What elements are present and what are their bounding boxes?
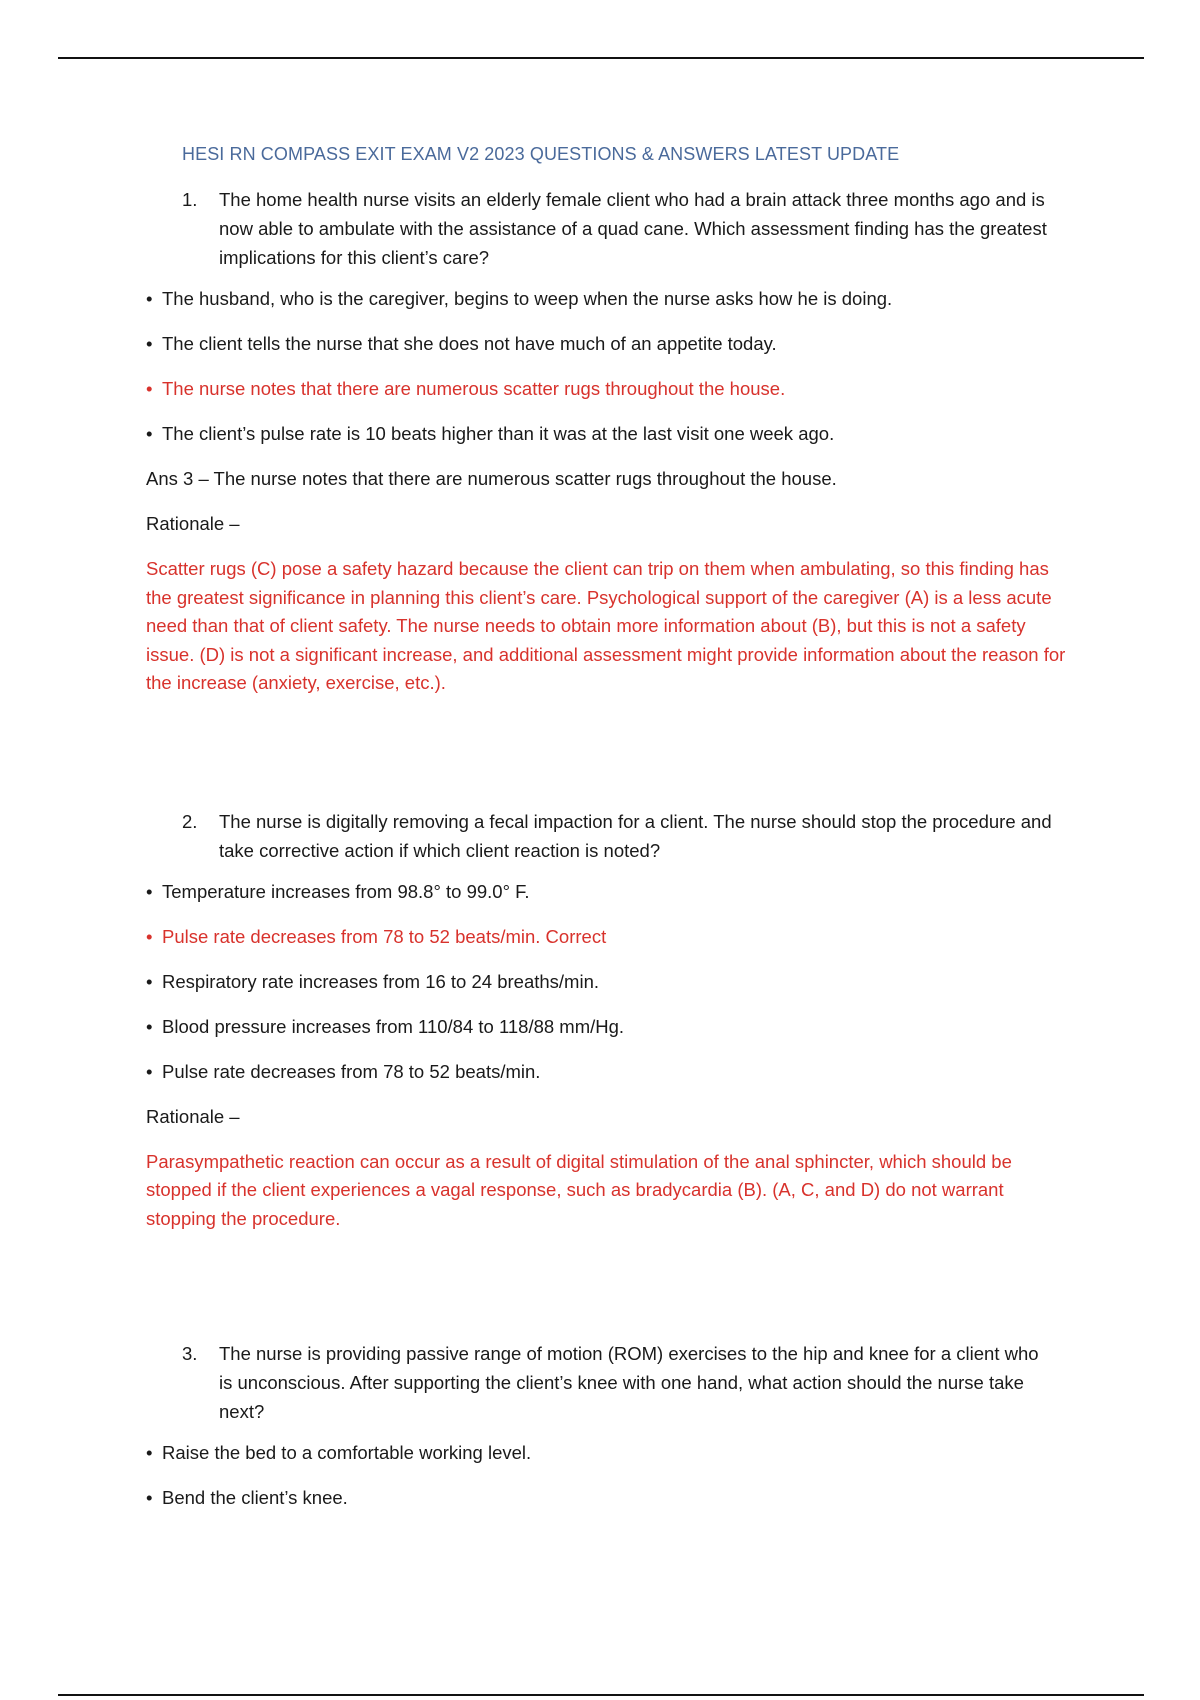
rationale-label: Rationale – [146,1105,240,1127]
option-item-correct: • The nurse notes that there are numerous scatter rugs throughout the house. [146,375,1076,403]
question-3 [182,1339,1056,1426]
option-item: • The client’s pulse rate is 10 beats higher than it was at the last visit one week ago. [146,420,1076,448]
rationale-text: Scatter rugs (C) pose a safety hazard because the client can trip on them when ambulating, so this finding has the greatest significance in planning this client’s care. Psychological support of the caregiver (A) is a less acute need than that of client safety. The nurse needs to obtain more information about (B), but this is not a safety issue. (D) is not a significant increase, and additional assessment might provide information about the reason for the increase (anxiety, exercise, etc.). [146,558,1066,693]
question-number: 3. [182,1343,198,1364]
option-item: • Raise the bed to a comfortable working level. [146,1439,1076,1467]
option-item: • Bend the client’s knee. [146,1484,1076,1512]
answer-line: Ans 3 – The nurse notes that there are numerous scatter rugs throughout the house. [146,468,837,489]
question-text: The nurse is providing passive range of motion (ROM) exercises to the hip and knee for a client who is unconscious. After supporting the client’s knee with one hand, what action should the nurse take next? [219,1343,1039,1422]
option-item: • Blood pressure increases from 110/84 to 118/88 mm/Hg. [146,1013,1076,1041]
option-item: • The client tells the nurse that she does not have much of an appetite today. [146,330,1076,358]
rationale-text: Parasympathetic reaction can occur as a result of digital stimulation of the anal sphincter, which should be stopped if the client experiences a vagal response, such as bradycardia (B). (A, C, and D) do not warrant stopping the procedure. [146,1150,1012,1229]
option-item: • Pulse rate decreases from 78 to 52 beats/min. [146,1058,1076,1086]
option-item-correct: • Pulse rate decreases from 78 to 52 beats/min. Correct [146,923,1076,951]
document-title: HESI RN COMPASS EXIT EXAM V2 2023 QUESTIONS & ANSWERS LATEST UPDATE [182,144,900,164]
option-item: • Temperature increases from 98.8° to 99.0° F. [146,878,1076,906]
rationale-label: Rationale – [146,513,240,534]
document-body [146,144,1076,1529]
top-rule [58,57,1144,59]
question-text: The home health nurse visits an elderly female client who had a brain attack three months ago and is now able to ambulate with the assistance of a quad cane. Which assessment finding has the greatest implications for this client’s care? [219,189,1047,268]
question-number: 1. [182,189,198,210]
question-1 [182,185,1056,272]
option-item: • Respiratory rate increases from 16 to 24 breaths/min. [146,968,1076,996]
option-item: • The husband, who is the caregiver, begins to weep when the nurse asks how he is doing. [146,285,1076,313]
question-text: The nurse is digitally removing a fecal impaction for a client. The nurse should stop the procedure and take corrective action if which client reaction is noted? [219,810,1052,861]
bottom-rule [58,1694,1144,1696]
question-number: 2. [182,810,198,832]
question-2 [182,807,1056,865]
